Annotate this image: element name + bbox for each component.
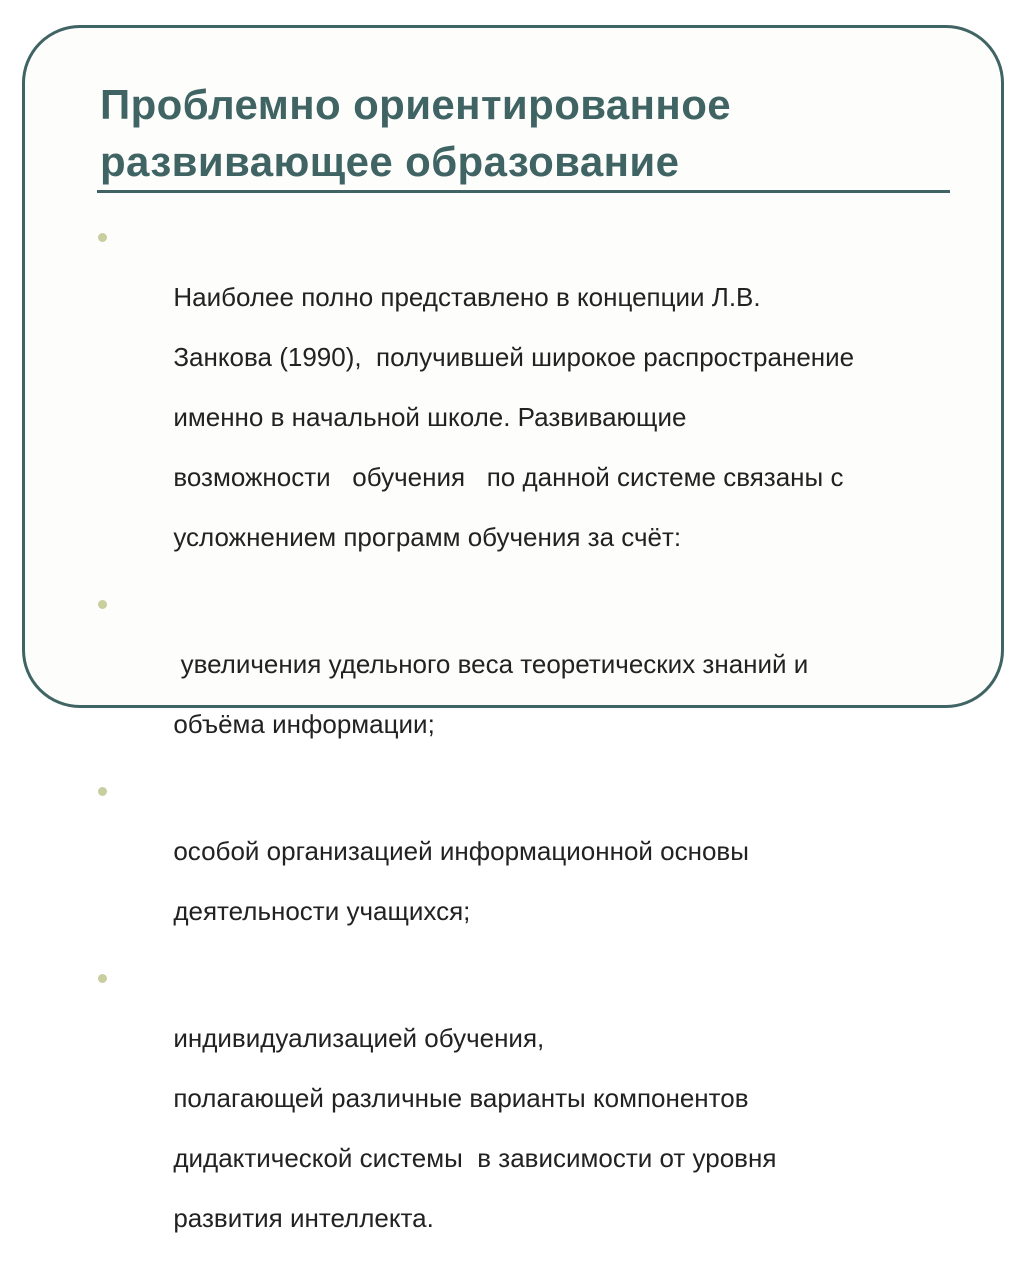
bullet-line: дидактической системы в зависимости от уровня — [173, 1143, 777, 1173]
bullet-line: Наиболее полно представлено в концепции Л.В. — [173, 282, 761, 312]
bullet-line: деятельности учащихся; — [173, 896, 471, 926]
bullet-line: именно в начальной школе. Развивающие — [173, 402, 687, 432]
title-line: Проблемно ориентированное — [100, 81, 732, 128]
title-divider — [97, 190, 950, 193]
bullet-line: полагающей различные варианты компонентов — [173, 1083, 749, 1113]
bullet-item — [96, 963, 956, 1263]
bullet-line: объёма информации; — [173, 709, 435, 739]
bullet-list — [96, 222, 956, 1270]
title-line: развивающее образование — [100, 138, 680, 185]
bullet-dot-icon — [98, 233, 107, 242]
bullet-line: увеличения удельного веса теоретических знаний и — [173, 649, 809, 679]
bullet-line: Занкова (1990), получившей широкое распространение — [173, 342, 855, 372]
bullet-item — [96, 222, 956, 582]
bullet-line: развития интеллекта. — [173, 1203, 434, 1233]
bullet-line: возможности обучения по данной системе связаны с — [173, 462, 844, 492]
bullet-dot-icon — [98, 787, 107, 796]
bullet-item — [96, 776, 956, 956]
bullet-line: усложнением программ обучения за счёт: — [173, 522, 682, 552]
bullet-item — [96, 589, 956, 769]
bullet-dot-icon — [98, 974, 107, 983]
bullet-line: особой организацией информационной основы — [173, 836, 749, 866]
bullet-dot-icon — [98, 600, 107, 609]
slide-title — [100, 76, 960, 190]
bullet-line: индивидуализацией обучения, — [173, 1023, 545, 1053]
